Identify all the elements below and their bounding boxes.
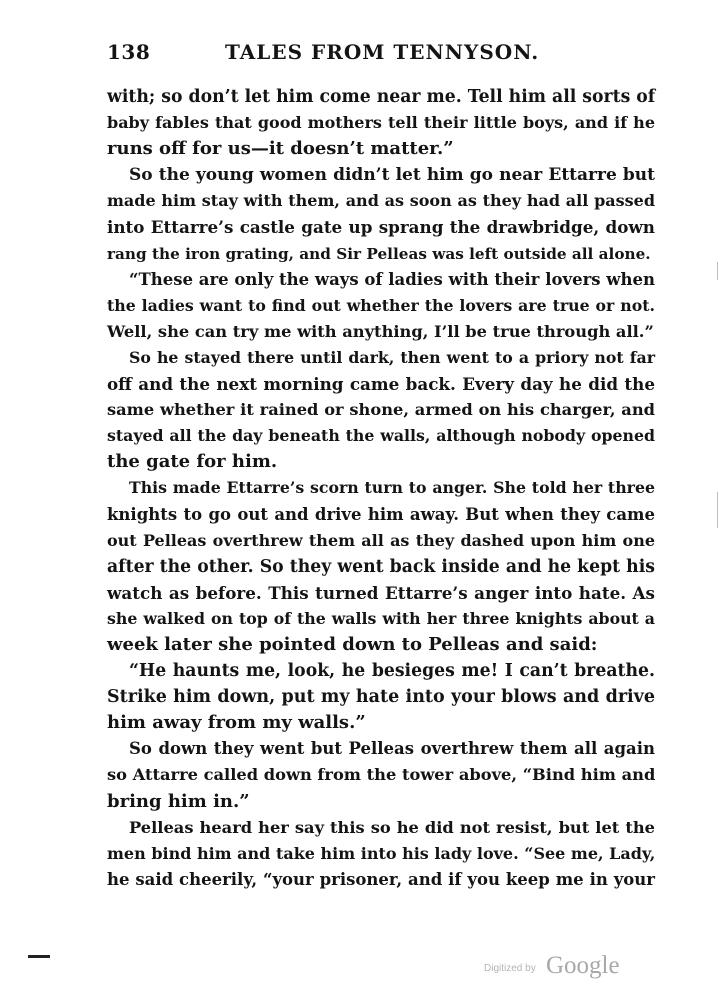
text-line: Well, she can try me with anything, I’ll be true through all.” bbox=[107, 321, 654, 341]
running-title: TALES FROM TENNYSON. bbox=[225, 40, 540, 64]
body-text bbox=[107, 84, 655, 893]
text-line: bring him in.” bbox=[107, 790, 250, 812]
page-number: 138 bbox=[107, 40, 151, 64]
digitized-by-google-watermark bbox=[484, 952, 644, 982]
text-line: the ladies want to find out whether the lovers are true or not. bbox=[107, 295, 655, 315]
text-line: This made Ettarre’s scorn turn to anger. She told her three bbox=[129, 478, 655, 498]
margin-mark bbox=[717, 262, 718, 280]
text-line: baby fables that good mothers tell their little boys, and if he bbox=[107, 113, 655, 133]
text-line: the gate for him. bbox=[107, 451, 278, 473]
text-line: knights to go out and drive him away. But when they came bbox=[107, 504, 655, 524]
text-line: rang the iron grating, and Sir Pelleas was left outside all alone. bbox=[107, 244, 651, 263]
footer-dash bbox=[28, 955, 50, 958]
text-line: out Pelleas overthrew them all as they dashed upon him one bbox=[107, 530, 655, 550]
text-line: So he stayed there until dark, then went to a priory not far bbox=[129, 347, 655, 367]
text-line: Strike him down, put my hate into your blows and drive bbox=[107, 687, 655, 708]
margin-mark bbox=[717, 492, 718, 528]
text-line: watch as before. This turned Ettarre’s anger into hate. As bbox=[107, 582, 655, 603]
text-line: so Attarre called down from the tower above, “Bind him and bbox=[107, 765, 656, 785]
text-line: runs off for us—it doesn’t matter.” bbox=[107, 138, 454, 160]
text-line: made him stay with them, and as soon as they had all passed bbox=[107, 191, 655, 211]
text-line: “These are only the ways of ladies with their lovers when bbox=[129, 269, 655, 289]
text-line: men bind him and take him into his lady love. “See me, Lady, bbox=[107, 843, 656, 863]
text-line: he said cheerily, “your prisoner, and if you keep me in your bbox=[107, 869, 655, 889]
page-header bbox=[107, 36, 655, 66]
text-line: with; so don’t let him come near me. Tell him all sorts of bbox=[107, 87, 656, 107]
text-line: off and the next morning came back. Every day he did the bbox=[107, 374, 655, 395]
text-line: same whether it rained or shone, armed on his charger, and bbox=[107, 400, 655, 420]
digitized-label: Digitized by bbox=[484, 963, 536, 974]
text-line: into Ettarre’s castle gate up sprang the drawbridge, down bbox=[107, 217, 655, 238]
text-line: So down they went but Pelleas overthrew them all again bbox=[129, 739, 655, 759]
google-logo: Google bbox=[546, 952, 620, 979]
text-line: Pelleas heard her say this so he did not resist, but let the bbox=[129, 817, 655, 837]
text-line: him away from my walls.” bbox=[107, 712, 366, 734]
text-line: So the young women didn’t let him go near Ettarre but bbox=[129, 165, 655, 186]
text-line: after the other. So they went back inside and he kept his bbox=[107, 556, 655, 577]
text-line: stayed all the day beneath the walls, although nobody opened bbox=[107, 426, 655, 446]
text-line: week later she pointed down to Pelleas and said: bbox=[107, 633, 598, 655]
text-line: “He haunts me, look, he besieges me! I can’t breathe. bbox=[129, 661, 655, 682]
text-line: she walked on top of the walls with her three knights about a bbox=[107, 608, 655, 628]
